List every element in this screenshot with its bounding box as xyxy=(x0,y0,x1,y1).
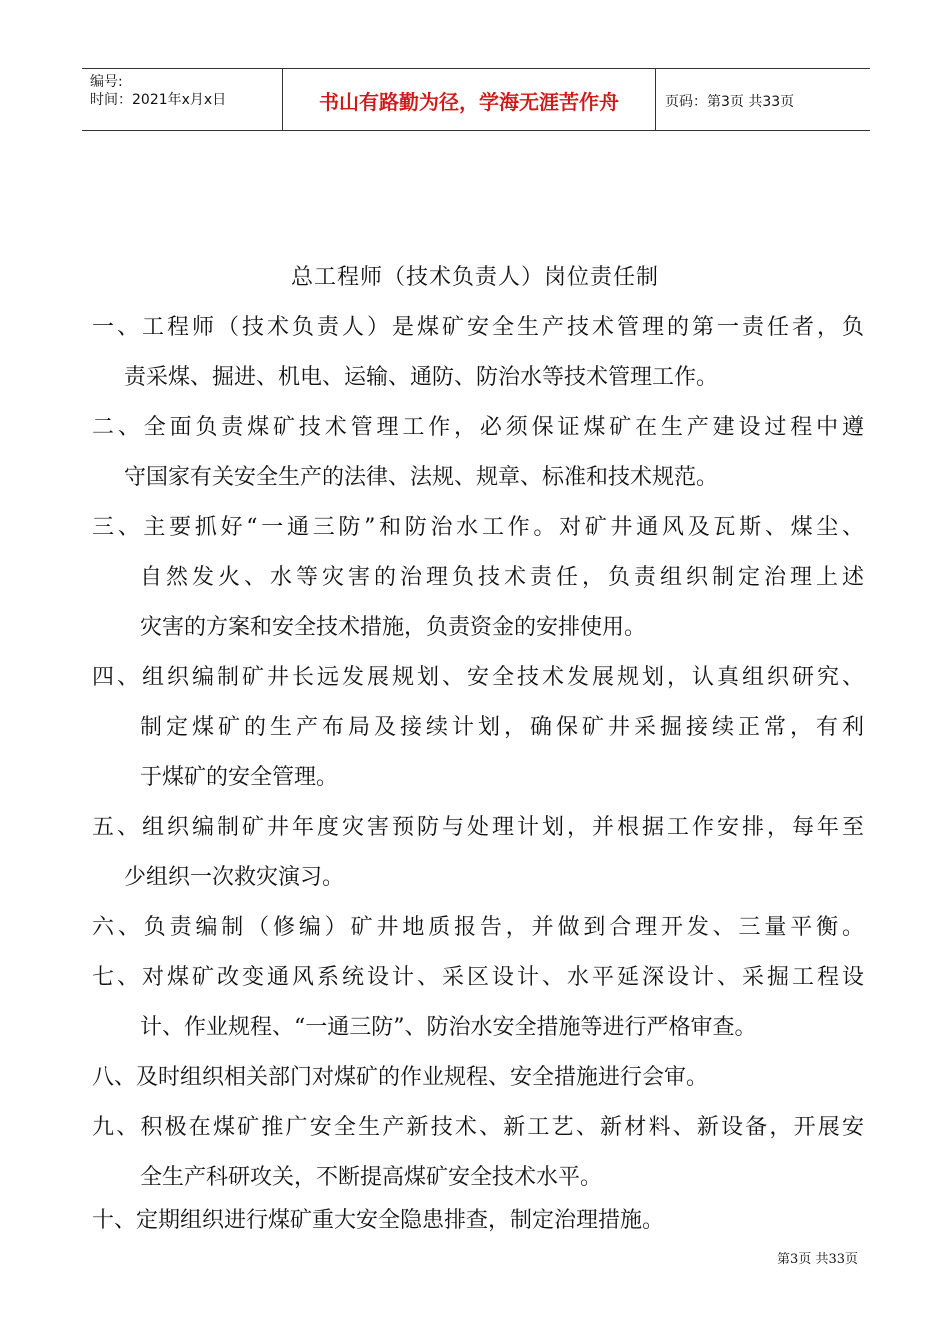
clause-8 xyxy=(92,1053,864,1103)
clause-2 xyxy=(92,403,864,503)
clause-line: 六、负责编制（修编）矿井地质报告，并做到合理开发、三量平衡。 xyxy=(92,915,864,940)
clause-line: 十、定期组织进行煤矿重大安全隐患排查，制定治理措施。 xyxy=(92,1208,665,1233)
clause-line: 五、组织编制矿井年度灾害预防与处理计划，并根据工作安排，每年至 xyxy=(92,815,864,840)
document-number-label: 编号: xyxy=(90,74,123,90)
clause-7 xyxy=(92,953,864,1053)
clause-line: 一、工程师（技术负责人）是煤矿安全生产技术管理的第一责任者，负 xyxy=(92,315,864,340)
header-motto-cell xyxy=(282,69,656,130)
clause-line: 三、主要抓好“一通三防”和防治水工作。对矿井通风及瓦斯、煤尘、 xyxy=(92,515,864,540)
clause-line: 责采煤、掘进、机电、运输、通防、防治水等技术管理工作。 xyxy=(124,365,719,390)
header-page-cell xyxy=(655,69,870,130)
clause-4 xyxy=(92,653,864,803)
clause-line: 于煤矿的安全管理。 xyxy=(140,765,339,790)
header-info-cell xyxy=(82,69,282,130)
clause-6 xyxy=(92,903,864,953)
page-header xyxy=(82,68,870,131)
document-title: 总工程师（技术负责人）岗位责任制 xyxy=(290,265,659,290)
clause-1 xyxy=(92,303,864,403)
clause-line: 九、积极在煤矿推广安全生产新技术、新工艺、新材料、新设备，开展安 xyxy=(92,1115,864,1140)
clause-line: 少组织一次救灾演习。 xyxy=(124,865,345,890)
clause-line: 四、组织编制矿井长远发展规划、安全技术发展规划，认真组织研究、 xyxy=(92,665,864,690)
clause-3 xyxy=(92,503,864,653)
clause-5 xyxy=(92,803,864,903)
document-time-label: 时间：2021年x月x日 xyxy=(90,92,227,108)
clause-line: 二、全面负责煤矿技术管理工作，必须保证煤矿在生产建设过程中遵 xyxy=(92,415,864,440)
clause-line: 八、及时组织相关部门对煤矿的作业规程、安全措施进行会审。 xyxy=(92,1065,709,1090)
clause-line: 自然发火、水等灾害的治理负技术责任，负责组织制定治理上述 xyxy=(140,565,864,590)
clause-line: 七、对煤矿改变通风系统设计、采区设计、水平延深设计、采掘工程设 xyxy=(92,965,864,990)
page-footer: 第3页 共33页 xyxy=(777,1252,858,1267)
clause-line: 灾害的方案和安全技术措施，负责资金的安排使用。 xyxy=(140,615,647,640)
clause-line: 制定煤矿的生产布局及接续计划，确保矿井采掘接续正常，有利 xyxy=(140,715,864,740)
clause-line: 全生产科研攻关，不断提高煤矿安全技术水平。 xyxy=(140,1165,603,1190)
clause-10 xyxy=(92,1196,864,1246)
header-page-number: 页码：第3页 共33页 xyxy=(665,94,795,110)
clause-line: 计、作业规程、“一通三防”、防治水安全措施等进行严格审查。 xyxy=(140,1015,757,1040)
header-motto: 书山有路勤为径，学海无涯苦作舟 xyxy=(319,90,619,114)
clause-line: 守国家有关安全生产的法律、法规、规章、标准和技术规范。 xyxy=(124,465,719,490)
clause-9 xyxy=(92,1103,864,1203)
